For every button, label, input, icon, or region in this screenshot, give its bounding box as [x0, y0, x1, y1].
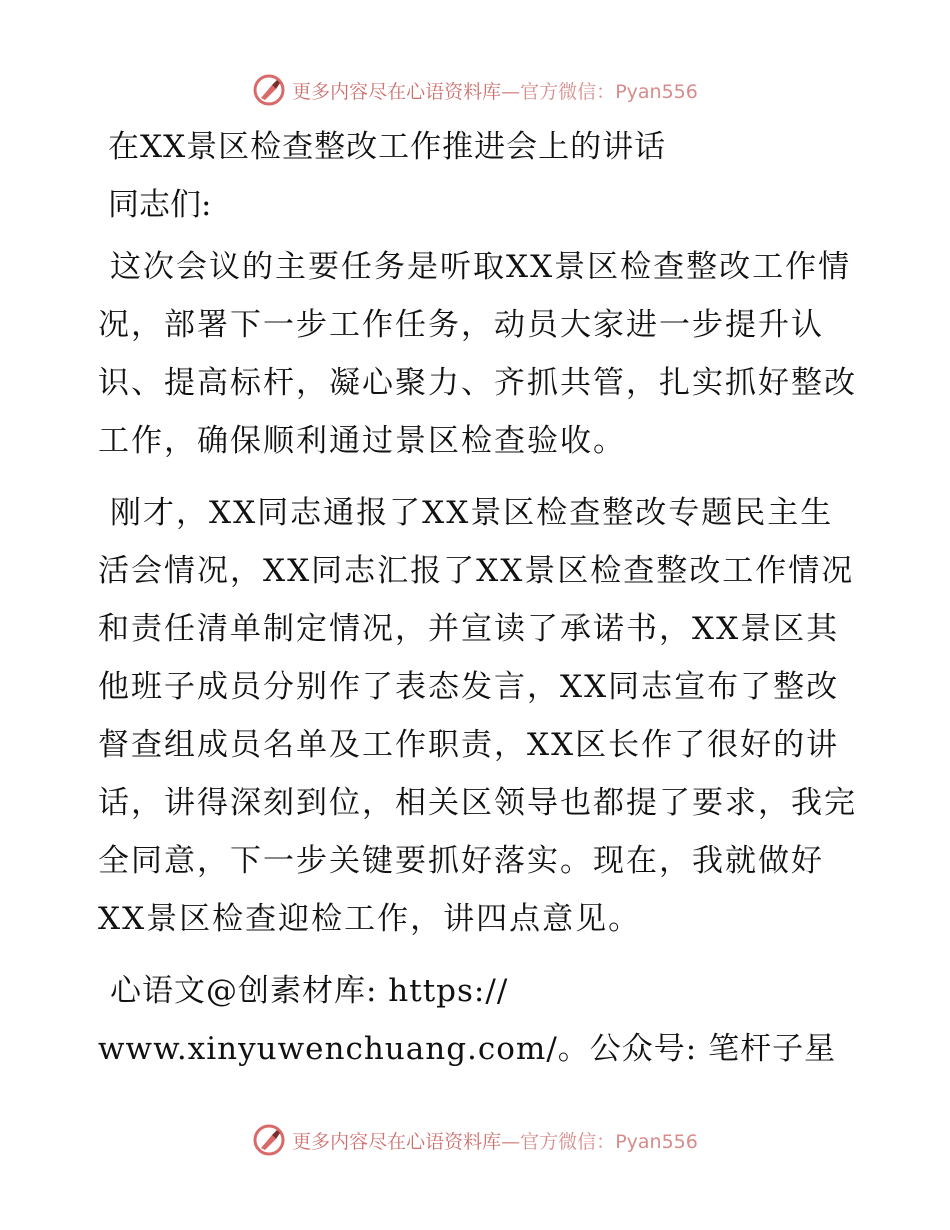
- document-title: 在XX景区检查整改工作推进会上的讲话: [108, 129, 667, 165]
- salutation: 同志们:: [108, 187, 212, 223]
- source-line-2: www.xinyuwenchuang.com/。公众号: 笔杆子星: [98, 1031, 837, 1067]
- pen-nib-logo-icon: [252, 1123, 286, 1157]
- document-body: [98, 124, 858, 1078]
- watermark-banner-top: [0, 70, 950, 110]
- watermark-banner-bottom: [0, 1120, 950, 1160]
- paragraph-1: 这次会议的主要任务是听取XX景区检查整改工作情况，部署下一步工作任务，动员大家进一步提升认识、提高标杆，凝心聚力、齐抓共管，扎实抓好整改工作，确保顺利通过景区检查验收。: [98, 249, 857, 459]
- pen-nib-logo-icon: [252, 73, 286, 107]
- watermark-text: 更多内容尽在心语资料库—官方微信：Pyan556: [292, 80, 698, 103]
- watermark-text: 更多内容尽在心语资料库—官方微信：Pyan556: [292, 1130, 698, 1153]
- source-line-1: 心语文@创素材库: https://: [110, 973, 509, 1009]
- source-note: [98, 962, 858, 1078]
- paragraph-2: 刚才，XX同志通报了XX景区检查整改专题民主生活会情况，XX同志汇报了XX景区检查整改工作情况和责任清单制定情况，并宣读了承诺书，XX景区其他班子成员分别作了表态发言，XX同志宣布了整改督查组成员名单及工作职责，XX区长作了很好的讲话，讲得深刻到位，相关区领导也都提了要求，我完全同意，下一步关键要抓好落实。现在，我就做好XX景区检查迎检工作，讲四点意见。: [98, 495, 857, 937]
